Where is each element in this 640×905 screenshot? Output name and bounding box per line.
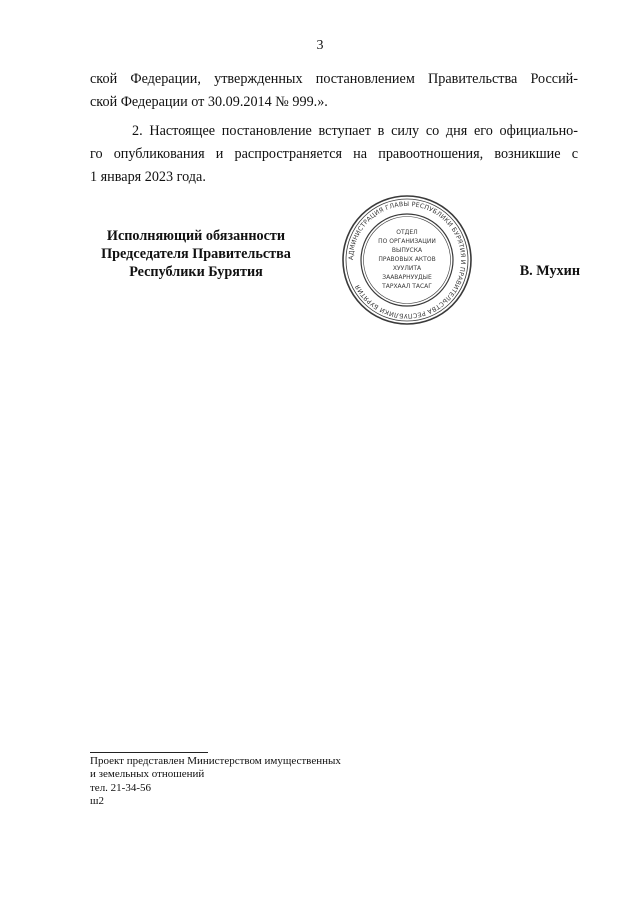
- seal-ring-text: АДМИНИСТРАЦИЯ ГЛАВЫ РЕСПУБЛИКИ БУРЯТИЯ И ПРАВИТЕЛЬСТВА РЕСПУБЛИКИ БУРЯТИЯ: [347, 200, 467, 320]
- paragraph-continuation: [90, 68, 578, 114]
- footnote-line: ш2: [90, 795, 104, 808]
- paragraph-effective-date: [90, 120, 578, 189]
- seal-center-line: ЗААВАРНУУДЫЕ: [382, 274, 432, 281]
- paragraph-line: ской Федерации от 30.09.2014 № 999.».: [90, 94, 328, 110]
- official-seal-stamp: [340, 193, 474, 327]
- signer-name: В. Мухин: [519, 263, 580, 279]
- seal-center-line: ХУУЛИТА: [392, 265, 422, 272]
- seal-center-line: ТАРХААЛ ТАСАГ: [382, 283, 432, 290]
- footnote: [90, 755, 341, 809]
- seal-center-line: ВЫПУСКА: [391, 247, 423, 254]
- page-number: 3: [316, 38, 324, 53]
- paragraph-line: 2. Настоящее постановление вступает в силу со дня его официально-: [132, 123, 578, 139]
- paragraph-line: 1 января 2023 года.: [90, 169, 206, 185]
- footnote-divider: [90, 752, 208, 753]
- signer-title: [82, 227, 310, 281]
- paragraph-line: го опубликования и распространяется на правоотношения, возникшие с: [90, 146, 578, 162]
- signer-title-line: Республики Бурятия: [129, 264, 263, 280]
- footnote-line: и земельных отношений: [90, 768, 205, 781]
- seal-center-line: ОТДЕЛ: [396, 229, 418, 236]
- signer-title-line: Председателя Правительства: [101, 246, 291, 262]
- footnote-line: Проект представлен Министерством имущественных: [90, 755, 341, 767]
- paragraph-line: ской Федерации, утвержденных постановлением Правительства Россий-: [90, 71, 578, 87]
- signer-title-line: Исполняющий обязанности: [106, 228, 286, 244]
- seal-center-line: ПО ОРГАНИЗАЦИИ: [378, 238, 436, 245]
- seal-center-line: ПРАВОВЫХ АКТОВ: [378, 256, 436, 263]
- footnote-line: тел. 21-34-56: [90, 781, 152, 794]
